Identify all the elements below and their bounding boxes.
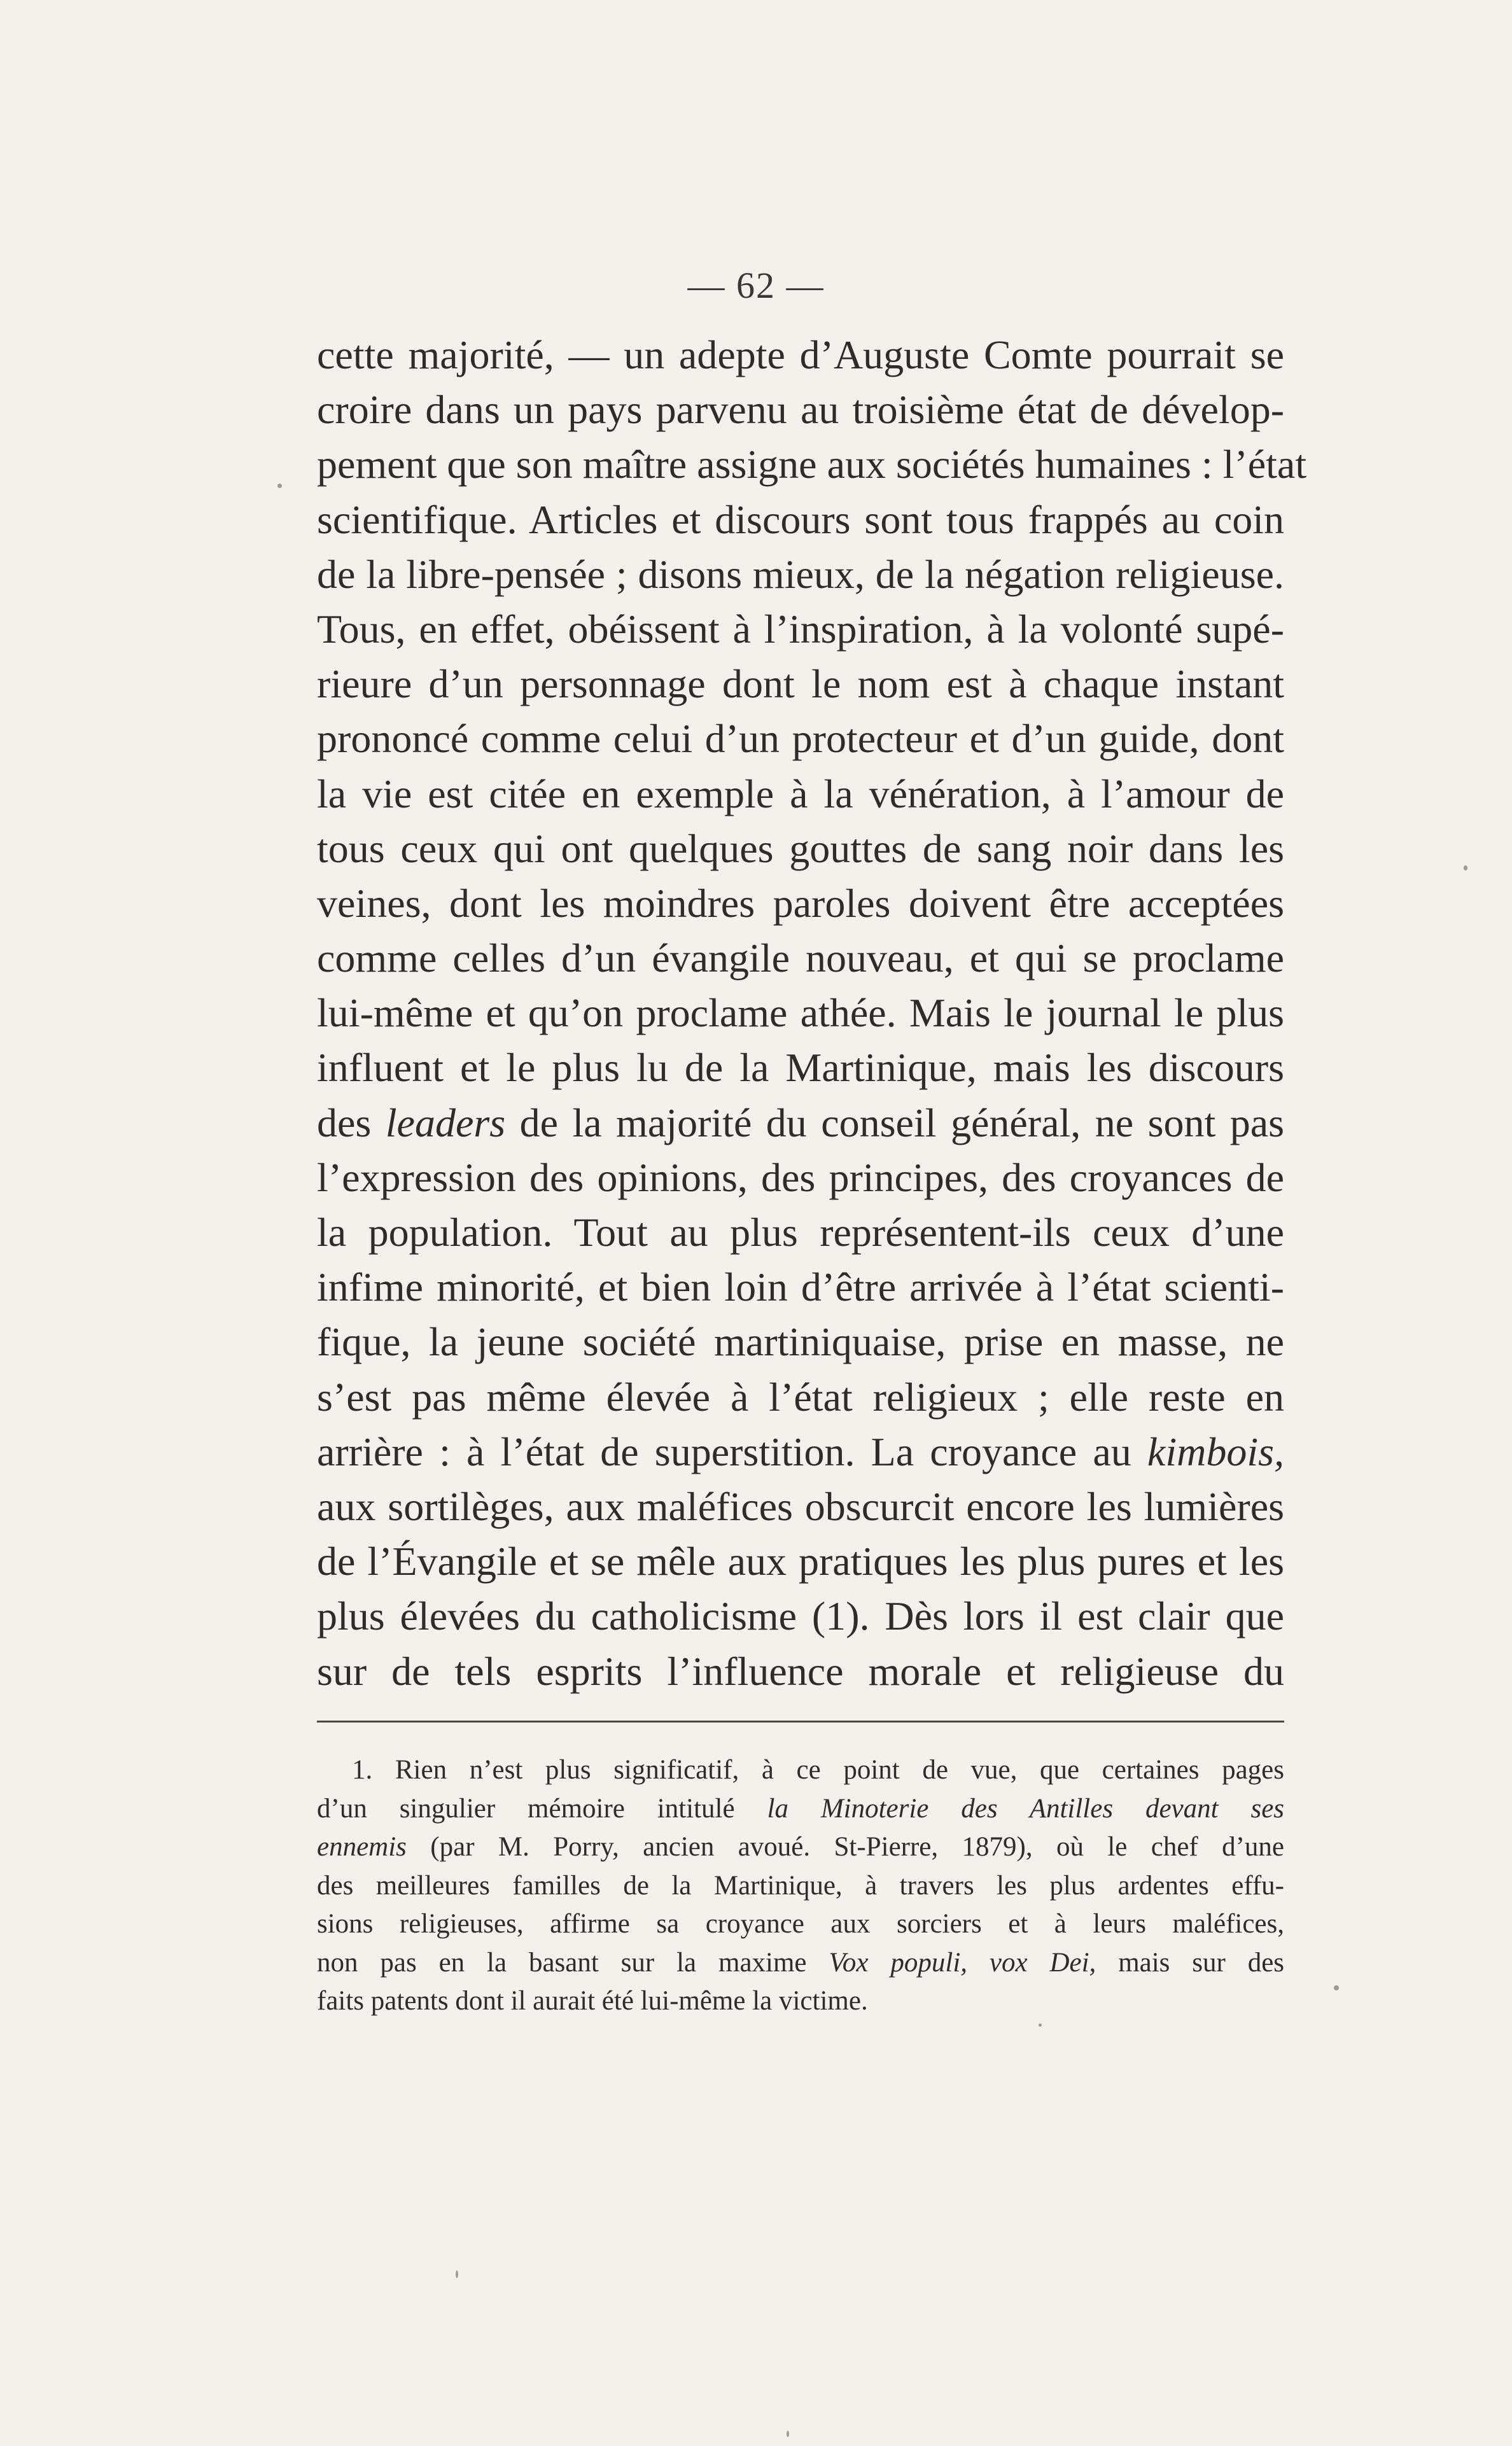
text-fragment: non pas en la basant sur la maxime (317, 1947, 807, 1978)
italic-maxim: Vox populi, vox Dei, (829, 1947, 1096, 1978)
paper-speck (787, 2431, 789, 2437)
main-text (317, 328, 1307, 1699)
text-line: infime minorité, et bien loin d’être arrivée à l’état scienti- (317, 1264, 1284, 1310)
page-number: — 62 — (687, 265, 825, 306)
italic-title: la Minoterie des Antilles devant ses (767, 1793, 1285, 1824)
footnote-line: 1. Rien n’est plus significatif, à ce point de vue, que certaines pages (352, 1755, 1284, 1785)
text-fragment: des (317, 1100, 372, 1145)
text-line: la population. Tout au plus représentent-ils ceux d’une (317, 1210, 1284, 1255)
text-line: fique, la jeune société martiniquaise, prise en masse, ne (317, 1319, 1284, 1365)
text-line (317, 1096, 1284, 1150)
italic-term-kimbois: kimbois, (1147, 1429, 1284, 1474)
text-line: influent et le plus lu de la Martinique, mais les discours (317, 1045, 1284, 1091)
paper-speck (1334, 1985, 1339, 1990)
text-line: l’expression des opinions, des principes, des croyances de (317, 1154, 1284, 1200)
text-fragment: mais sur des (1118, 1947, 1285, 1978)
italic-title: ennemis (317, 1832, 407, 1862)
footnote-line: faits patents dont il aurait été lui-même la victime. (317, 1986, 868, 2016)
text-line: de la libre-pensée ; disons mieux, de la négation religieuse. (317, 551, 1284, 597)
text-line: aux sortilèges, aux maléfices obscurcit encore les lumières (317, 1483, 1284, 1529)
footnote-line: sions religieuses, affirme sa croyance aux sorciers et à leurs maléfices, (317, 1909, 1284, 1939)
paper-speck (1039, 2023, 1042, 2027)
footnote-line (317, 1790, 1284, 1829)
text-fragment: arrière : à l’état de superstition. La croyance au (317, 1429, 1131, 1474)
footnote-line: des meilleures familles de la Martinique, à travers les plus ardentes effu- (317, 1870, 1284, 1901)
text-line: rieure d’un personnage dont le nom est à chaque instant (317, 661, 1284, 707)
text-line: veines, dont les moindres paroles doivent être acceptées (317, 880, 1284, 926)
text-line (317, 1425, 1284, 1479)
footnote-line (317, 1828, 1284, 1867)
text-line: lui-même et qu’on proclame athée. Mais le journal le plus (317, 990, 1284, 1036)
text-line: s’est pas même élevée à l’état religieux ; elle reste en (317, 1374, 1284, 1420)
text-fragment: de la majorité du conseil général, ne sont pas (519, 1100, 1285, 1145)
text-line: comme celles d’un évangile nouveau, et qui se proclame (317, 935, 1284, 981)
text-line: sur de tels esprits l’influence morale et religieuse du (317, 1648, 1284, 1694)
paper-speck (456, 2270, 458, 2278)
paper-speck (1464, 865, 1467, 870)
paper-speck (277, 484, 282, 488)
text-line: la vie est citée en exemple à la vénération, à l’amour de (317, 771, 1284, 816)
text-line: croire dans un pays parvenu au troisième état de dévelop- (317, 387, 1284, 433)
text-fragment: (par M. Porry, ancien avoué. St-Pierre, 1879), où le chef d’une (430, 1832, 1285, 1862)
footnote-line (317, 1944, 1284, 1983)
text-line: tous ceux qui ont quelques gouttes de sang noir dans les (317, 825, 1284, 871)
footnote (317, 1751, 1284, 2021)
italic-term-leaders: leaders (385, 1100, 506, 1145)
text-line: Tous, en effet, obéissent à l’inspiration, à la volonté supé- (317, 606, 1284, 652)
text-line: plus élevées du catholicisme (1). Dès lors il est clair que (317, 1593, 1284, 1639)
footnote-rule (317, 1721, 1284, 1723)
text-line: pement que son maître assigne aux sociétés humaines : l’état (317, 442, 1307, 487)
text-fragment: d’un singulier mémoire intitulé (317, 1793, 735, 1824)
text-line: prononcé comme celui d’un protecteur et d’un guide, dont (317, 716, 1284, 762)
text-line: de l’Évangile et se mêle aux pratiques les plus pures et les (317, 1539, 1284, 1584)
text-line: scientifique. Articles et discours sont tous frappés au coin (317, 496, 1284, 542)
text-line: cette majorité, — un adepte d’Auguste Comte pourrait se (317, 332, 1284, 377)
